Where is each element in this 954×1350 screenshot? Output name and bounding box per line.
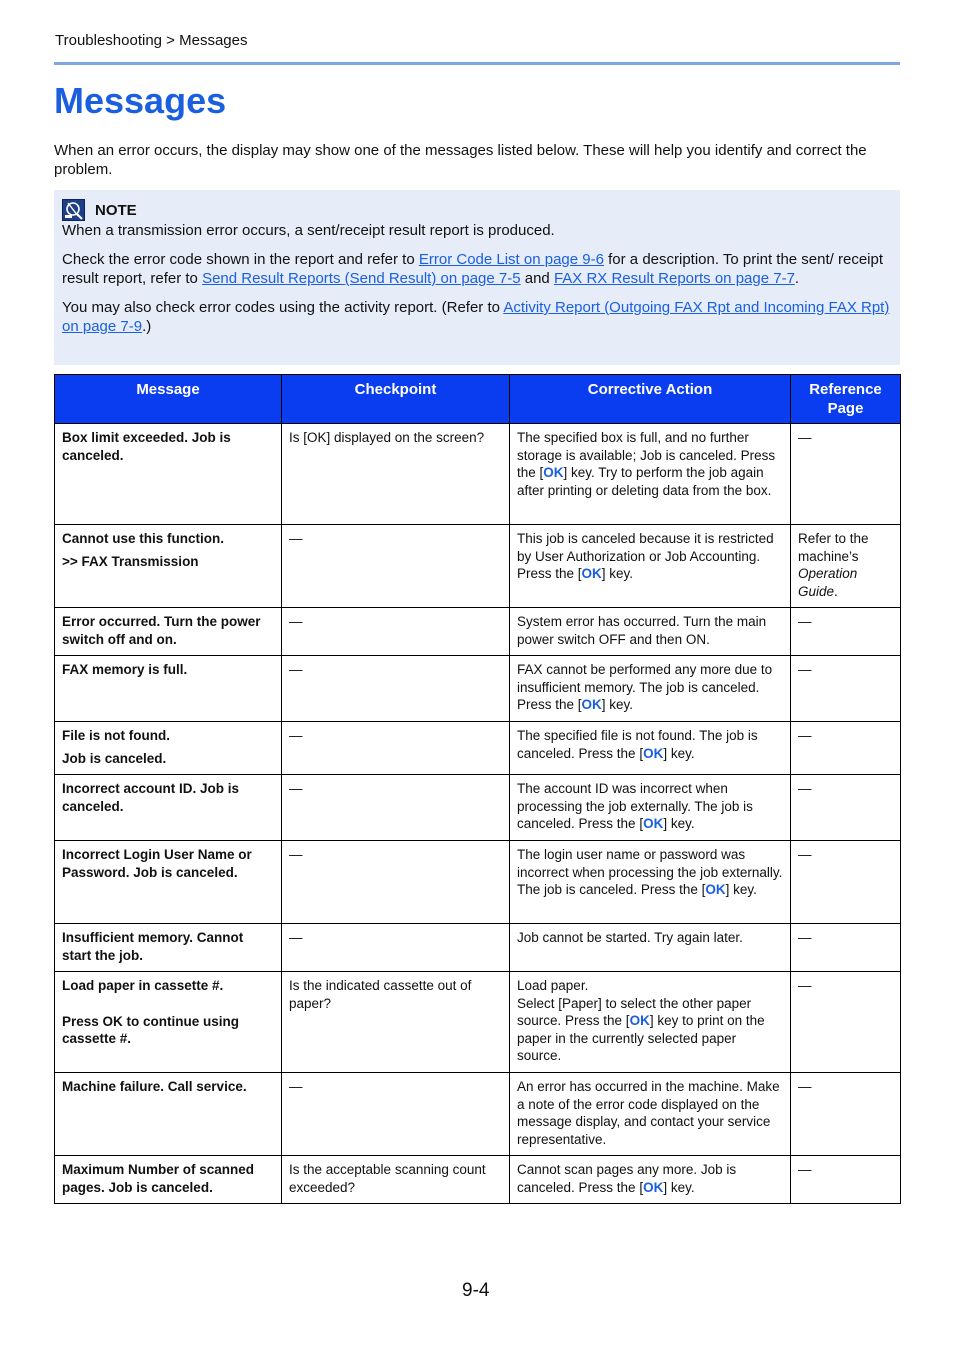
ok-key: OK bbox=[581, 697, 602, 712]
reference-cell: — bbox=[791, 924, 901, 972]
checkpoint-cell: Is the acceptable scanning count exceeded? bbox=[282, 1156, 510, 1204]
message-text: Box limit exceeded. Job is canceled. bbox=[62, 430, 231, 463]
message-cell bbox=[55, 841, 282, 924]
reference-cell: — bbox=[791, 1156, 901, 1204]
reference-cell: — bbox=[791, 608, 901, 656]
table-row bbox=[55, 924, 901, 972]
ok-key: OK bbox=[543, 465, 564, 480]
checkpoint-cell: Is the indicated cassette out of paper? bbox=[282, 972, 510, 1073]
message-text: Incorrect account ID. Job is canceled. bbox=[62, 781, 240, 814]
checkpoint-cell: — bbox=[282, 722, 510, 775]
note-paragraph-3 bbox=[62, 298, 892, 336]
reference-cell bbox=[791, 525, 901, 608]
action-cell bbox=[510, 775, 791, 841]
message-cell bbox=[55, 608, 282, 656]
action-cell bbox=[510, 972, 791, 1073]
table-row bbox=[55, 972, 901, 1073]
reference-cell: — bbox=[791, 656, 901, 722]
reference-text: . bbox=[834, 583, 838, 599]
table-row bbox=[55, 1073, 901, 1156]
action-text: ] key. bbox=[663, 1179, 695, 1195]
ok-key: OK bbox=[629, 1013, 650, 1028]
ok-key: OK bbox=[581, 566, 602, 581]
message-text: FAX memory is full. bbox=[62, 662, 188, 677]
intro-text: When an error occurs, the display may show one of the messages listed below. These will help you identify and correct the problem. bbox=[54, 142, 867, 178]
action-text: This job is canceled because it is restricted by User Authorization or Job Accounting. Press the [ bbox=[517, 531, 774, 581]
action-text: ] key. bbox=[725, 882, 757, 897]
message-text: Cannot use this function. bbox=[62, 531, 224, 546]
table-row bbox=[55, 775, 901, 841]
checkpoint-cell: — bbox=[282, 656, 510, 722]
ok-key: OK bbox=[643, 1179, 664, 1195]
action-cell bbox=[510, 841, 791, 924]
action-cell bbox=[510, 424, 791, 525]
note-icon bbox=[62, 199, 85, 221]
table-row bbox=[55, 656, 901, 722]
message-text: Load paper in cassette #. bbox=[62, 978, 224, 993]
action-text: ] key. bbox=[601, 697, 634, 712]
message-text: >> FAX Transmission bbox=[62, 553, 199, 569]
message-cell bbox=[55, 656, 282, 722]
message-text: Insufficient memory. Cannot start the job. bbox=[62, 930, 244, 963]
action-cell: An error has occurred in the machine. Make a note of the error code displayed on the message display, and contact your service representative. bbox=[510, 1073, 791, 1156]
header-checkpoint: Checkpoint bbox=[282, 375, 510, 424]
checkpoint-cell: Is [OK] displayed on the screen? bbox=[282, 424, 510, 525]
fax-rx-result-reports-link[interactable]: FAX RX Result Reports on page 7-7 bbox=[553, 270, 795, 287]
activity-report-link[interactable]: Activity Report (Outgoing FAX Rpt and Incoming FAX Rpt) on page 7-9 bbox=[62, 299, 890, 335]
checkpoint-cell: — bbox=[282, 608, 510, 656]
error-code-list-link[interactable]: Error Code List on page 9-6 bbox=[418, 251, 604, 268]
table-header-row bbox=[55, 375, 901, 424]
message-text: Maximum Number of scanned pages. Job is canceled. bbox=[62, 1162, 255, 1195]
header-corrective-action: Corrective Action bbox=[510, 375, 791, 424]
message-cell bbox=[55, 1156, 282, 1204]
action-text: Cannot scan pages any more. Job is canceled. Press the [ bbox=[517, 1162, 737, 1195]
message-text: Press OK to continue using cassette #. bbox=[62, 1013, 240, 1046]
note-text: .) bbox=[142, 318, 152, 335]
breadcrumb: Troubleshooting > Messages bbox=[55, 32, 248, 49]
action-cell: Job cannot be started. Try again later. bbox=[510, 924, 791, 972]
action-cell: System error has occurred. Turn the main power switch OFF and then ON. bbox=[510, 608, 791, 656]
note-text: Check the error code shown in the report and refer to bbox=[62, 251, 419, 268]
note-text: for a description. To print the sent/ receipt result report, refer to bbox=[62, 251, 884, 287]
checkpoint-cell: — bbox=[282, 1073, 510, 1156]
table-row bbox=[55, 1156, 901, 1204]
messages-table bbox=[54, 374, 901, 1204]
table-row bbox=[55, 841, 901, 924]
action-cell bbox=[510, 525, 791, 608]
table-row bbox=[55, 608, 901, 656]
message-text: File is not found. bbox=[62, 728, 170, 743]
note-paragraph-1: When a transmission error occurs, a sent/receipt result report is produced. bbox=[62, 222, 555, 239]
checkpoint-cell: — bbox=[282, 775, 510, 841]
action-text: Load paper. bbox=[517, 978, 589, 993]
note-title: NOTE bbox=[95, 201, 137, 219]
reference-cell: — bbox=[791, 841, 901, 924]
message-cell bbox=[55, 1073, 282, 1156]
message-text: Incorrect Login User Name or Password. Job is canceled. bbox=[62, 847, 252, 880]
action-text: ] key. bbox=[663, 745, 695, 761]
action-text: ] key. Try to perform the job again after printing or deleting data from the box. bbox=[517, 465, 772, 498]
table-row bbox=[55, 525, 901, 608]
checkpoint-cell: — bbox=[282, 841, 510, 924]
action-cell bbox=[510, 656, 791, 722]
header-rule bbox=[54, 62, 900, 65]
action-text: Select [Paper] to select the other paper source. Press the [ bbox=[517, 995, 752, 1028]
message-cell bbox=[55, 775, 282, 841]
action-text: The specified box is full, and no further storage is available; Job is canceled. Press the [ bbox=[517, 430, 776, 480]
checkpoint-cell: — bbox=[282, 525, 510, 608]
action-text: FAX cannot be performed any more due to insufficient memory. The job is canceled. Press the [ bbox=[517, 662, 773, 712]
page-title: Messages bbox=[54, 80, 227, 121]
reference-cell: — bbox=[791, 775, 901, 841]
note-paragraph-2 bbox=[62, 250, 892, 288]
reference-cell: — bbox=[791, 972, 901, 1073]
message-text: Machine failure. Call service. bbox=[62, 1079, 247, 1094]
note-text: You may also check error codes using the activity report. (Refer to bbox=[62, 299, 504, 316]
message-text: Error occurred. Turn the power switch off and on. bbox=[62, 614, 261, 647]
message-text: Job is canceled. bbox=[62, 750, 167, 766]
action-cell bbox=[510, 722, 791, 775]
action-text: The account ID was incorrect when processing the job externally. The job is canceled. Press the [ bbox=[517, 781, 753, 831]
table-row bbox=[55, 424, 901, 525]
reference-text: Refer to the machine’s bbox=[798, 531, 869, 564]
header-reference-page: Reference Page bbox=[791, 375, 901, 424]
reference-cell: — bbox=[791, 424, 901, 525]
operation-guide-ref: Operation Guide bbox=[798, 566, 858, 599]
message-cell bbox=[55, 972, 282, 1073]
action-text: The login user name or password was incorrect when processing the job externally. The job is canceled. Press the [ bbox=[517, 847, 783, 897]
message-cell bbox=[55, 424, 282, 525]
note-header bbox=[62, 199, 892, 221]
ok-key: OK bbox=[643, 745, 664, 761]
message-cell bbox=[55, 924, 282, 972]
page-number: 9-4 bbox=[462, 1280, 490, 1301]
action-cell bbox=[510, 1156, 791, 1204]
note-text: . bbox=[794, 270, 800, 287]
action-text: ] key. bbox=[601, 566, 634, 581]
action-text: ] key. bbox=[663, 816, 695, 831]
message-cell bbox=[55, 525, 282, 608]
reference-cell: — bbox=[791, 722, 901, 775]
message-cell bbox=[55, 722, 282, 775]
ok-key: OK bbox=[705, 882, 726, 897]
reference-cell: — bbox=[791, 1073, 901, 1156]
action-text: The specified file is not found. The job is canceled. Press the [ bbox=[517, 728, 758, 761]
note-text: and bbox=[520, 270, 554, 287]
send-result-reports-link[interactable]: Send Result Reports (Send Result) on page 7-5 bbox=[202, 270, 521, 287]
note-box bbox=[54, 190, 900, 365]
checkpoint-cell: — bbox=[282, 924, 510, 972]
table-row bbox=[55, 722, 901, 775]
header-message: Message bbox=[55, 375, 282, 424]
ok-key: OK bbox=[643, 816, 664, 831]
action-text: ] key to print on the paper in the currently selected paper source. bbox=[517, 1013, 765, 1063]
